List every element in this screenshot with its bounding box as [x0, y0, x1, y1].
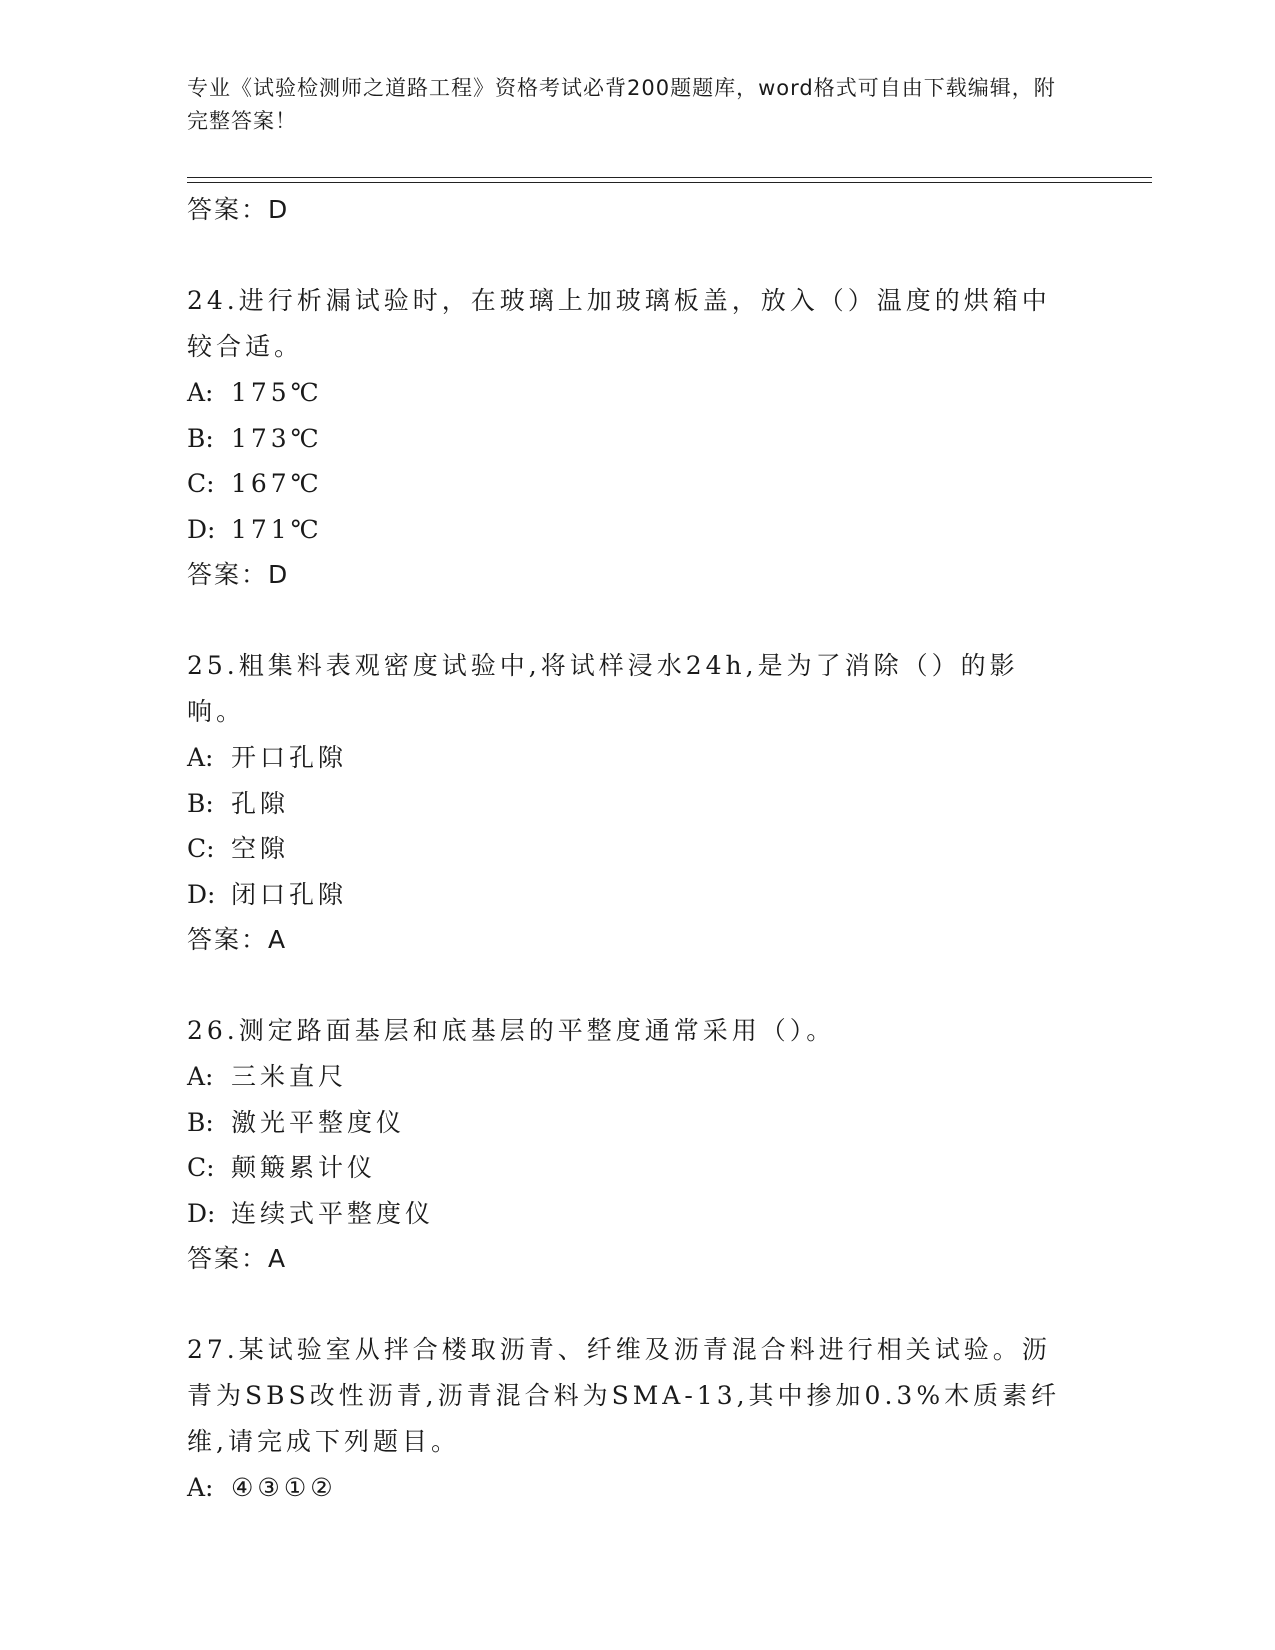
option-text: 175℃: [231, 378, 323, 407]
question-text: 26.测定路面基层和底基层的平整度通常采用（）。: [187, 1016, 836, 1045]
option-b: [187, 416, 1087, 462]
question-text: 24.进行析漏试验时，在玻璃上加玻璃板盖，放入（）温度的烘箱中较合适。: [187, 286, 1051, 361]
question-24: [187, 278, 1087, 597]
option-b: [187, 781, 1087, 827]
option-text: 孔隙: [231, 788, 290, 818]
option-a: [187, 735, 1087, 781]
option-key: C:: [187, 469, 215, 498]
answer: 答案：A: [187, 925, 288, 954]
option-d: [187, 1191, 1087, 1237]
option-text: 空隙: [231, 834, 290, 863]
option-key: D:: [187, 1198, 216, 1228]
question-27: [187, 1327, 1087, 1511]
option-key: B:: [187, 1107, 214, 1137]
option-text: 连续式平整度仪: [231, 1198, 435, 1228]
option-d: [187, 507, 1087, 553]
question-25: [187, 643, 1087, 962]
option-key: A:: [187, 743, 214, 772]
answer: 答案：A: [187, 1244, 288, 1273]
header-rule-top: [187, 177, 1152, 178]
option-text: 颠簸累计仪: [231, 1153, 377, 1182]
option-key: D:: [187, 514, 216, 544]
option-a: [187, 1054, 1087, 1100]
option-key: A:: [187, 1473, 214, 1502]
option-d: [187, 872, 1087, 918]
option-a: [187, 370, 1087, 416]
option-key: C:: [187, 834, 215, 863]
previous-answer: 答案：D: [187, 195, 290, 224]
question-text: 25.粗集料表观密度试验中,将试样浸水24h,是为了消除（）的影响。: [187, 651, 1019, 726]
option-text: 闭口孔隙: [231, 879, 348, 909]
option-text: 激光平整度仪: [231, 1107, 406, 1137]
option-c: [187, 1145, 1087, 1191]
option-text: 三米直尺: [231, 1062, 348, 1091]
answer: 答案：D: [187, 560, 290, 589]
option-key: D:: [187, 879, 216, 909]
question-26: [187, 1008, 1087, 1281]
option-text: 173℃: [231, 423, 323, 453]
option-key: C:: [187, 1153, 215, 1182]
option-key: B:: [187, 423, 214, 453]
question-list: [187, 187, 1087, 1511]
page-header: 专业《试验检测师之道路工程》资格考试必背200题题库，word格式可自由下载编辑，附完整答案！: [187, 76, 1056, 133]
option-c: [187, 826, 1087, 872]
option-text: 171℃: [231, 514, 323, 544]
option-b: [187, 1100, 1087, 1146]
option-a: [187, 1465, 1087, 1511]
option-key: A:: [187, 1062, 214, 1091]
option-c: [187, 461, 1087, 507]
option-text: ④③①②: [231, 1473, 337, 1502]
option-key: A:: [187, 378, 214, 407]
header-rule-bottom: [187, 182, 1152, 183]
option-text: 开口孔隙: [231, 743, 348, 772]
option-text: 167℃: [231, 469, 323, 498]
question-text: 27.某试验室从拌合楼取沥青、纤维及沥青混合料进行相关试验。沥青为SBS改性沥青,沥青混合料为SMA-13,其中掺加0.3%木质素纤维,请完成下列题目。: [187, 1335, 1061, 1456]
option-key: B:: [187, 788, 214, 818]
